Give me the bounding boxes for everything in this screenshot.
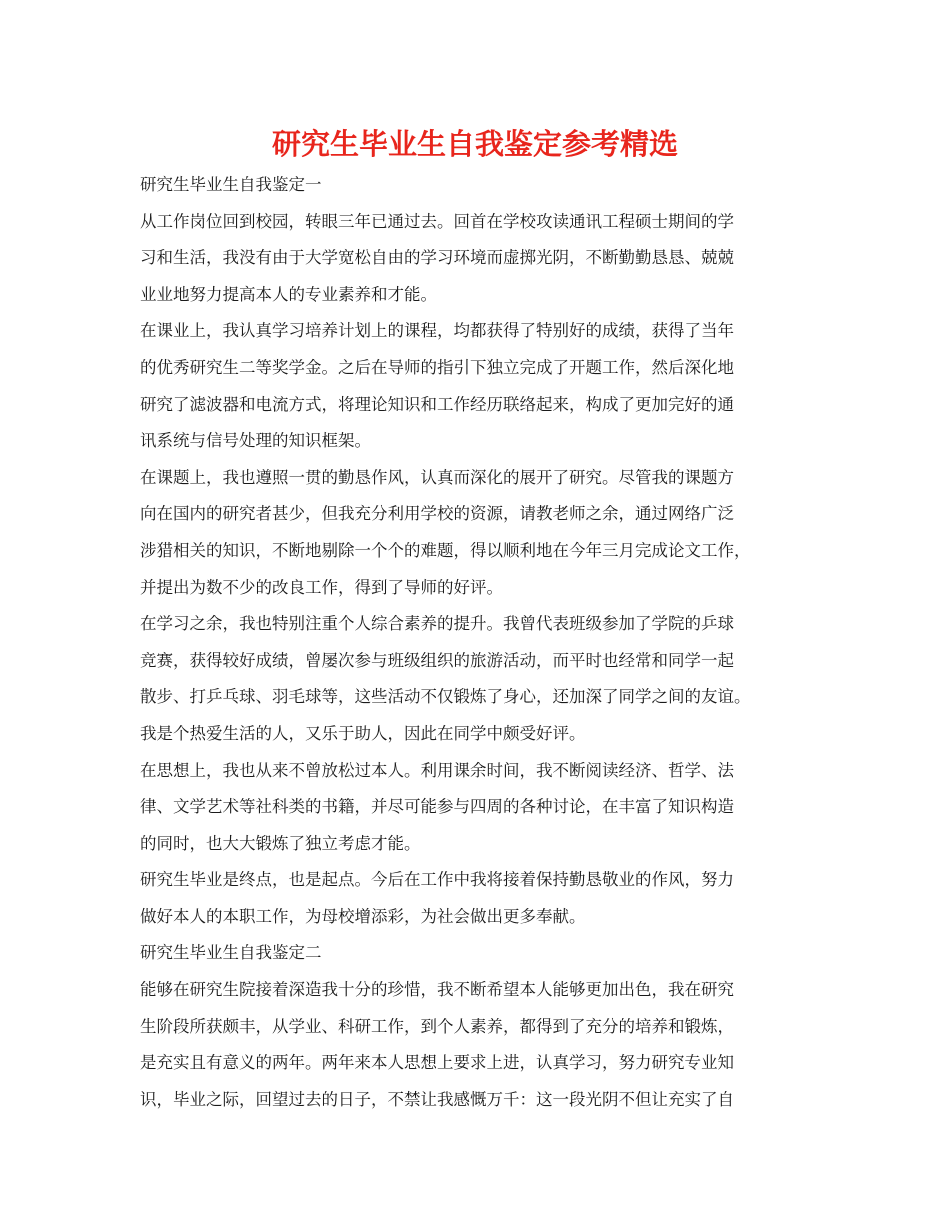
- text-line: 做好本人的本职工作，为母校增添彩，为社会做出更多奉献。: [140, 906, 586, 926]
- text-line: 散步、打乒乓球、羽毛球等，这些活动不仅锻炼了身心，还加深了同学之间的友谊。: [140, 687, 751, 707]
- text-line: 在学习之余，我也特别注重个人综合素养的提升。我曾代表班级参加了学院的乒球: [140, 614, 734, 634]
- text-line: 从工作岗位回到校园，转眼三年已通过去。回首在学校攻读通讯工程硕士期间的学: [140, 211, 734, 231]
- text-line: 并提出为数不少的改良工作，得到了导师的好评。: [140, 577, 503, 597]
- text-line: 在课业上，我认真学习培养计划上的课程，均都获得了特别好的成绩，获得了当年: [140, 321, 734, 341]
- document-body: [140, 167, 820, 1118]
- text-line: 在课题上，我也遵照一贯的勤恳作风，认真而深化的展开了研究。尽管我的课题方: [140, 467, 734, 487]
- document-title: 研究生毕业生自我鉴定参考精选: [271, 127, 678, 161]
- text-line: 在思想上，我也从来不曾放松过本人。利用课余时间，我不断阅读经济、哲学、法: [140, 760, 734, 780]
- section-heading: 研究生毕业生自我鉴定一: [140, 175, 322, 194]
- section-heading: 研究生毕业生自我鉴定二: [140, 943, 322, 963]
- text-line: 生阶段所获颇丰，从学业、科研工作，到个人素养，都得到了充分的培养和锻炼，: [140, 1016, 734, 1036]
- text-line: 研究了滤波器和电流方式，将理论知识和工作经历联络起来，构成了更加完好的通: [140, 394, 734, 414]
- text-line: 是充实且有意义的两年。两年来本人思想上要求上进，认真学习，努力研究专业知: [140, 1053, 734, 1073]
- text-line: 研究生毕业是终点，也是起点。今后在工作中我将接着保持勤恳敬业的作风，努力: [140, 870, 734, 890]
- text-line: 业业地努力提高本人的专业素养和才能。: [140, 284, 437, 304]
- text-line: 我是个热爱生活的人，又乐于助人，因此在同学中颇受好评。: [140, 723, 586, 743]
- text-line: 向在国内的研究者甚少，但我充分利用学校的资源，请教老师之余，通过网络广泛: [140, 504, 734, 524]
- text-line: 律、文学艺术等社科类的书籍，并尽可能参与四周的各种讨论，在丰富了知识构造: [140, 797, 734, 817]
- text-line: 识，毕业之际，回望过去的日子，不禁让我感慨万千：这一段光阴不但让充实了自: [140, 1089, 734, 1109]
- text-line: 讯系统与信号处理的知识框架。: [140, 431, 371, 451]
- text-line: 习和生活，我没有由于大学宽松自由的学习环境而虚掷光阴，不断勤勤恳恳、兢兢: [140, 248, 734, 268]
- text-line: 能够在研究生院接着深造我十分的珍惜，我不断希望本人能够更加出色，我在研究: [140, 980, 734, 1000]
- text-line: 竞赛，获得较好成绩，曾屡次参与班级组织的旅游活动，而平时也经常和同学一起: [140, 650, 734, 670]
- text-line: 涉猎相关的知识，不断地剔除一个个的难题，得以顺利地在今年三月完成论文工作，: [140, 540, 751, 560]
- text-line: 的优秀研究生二等奖学金。之后在导师的指引下独立完成了开题工作，然后深化地: [140, 357, 734, 377]
- text-line: 的同时，也大大锻炼了独立考虑才能。: [140, 833, 421, 853]
